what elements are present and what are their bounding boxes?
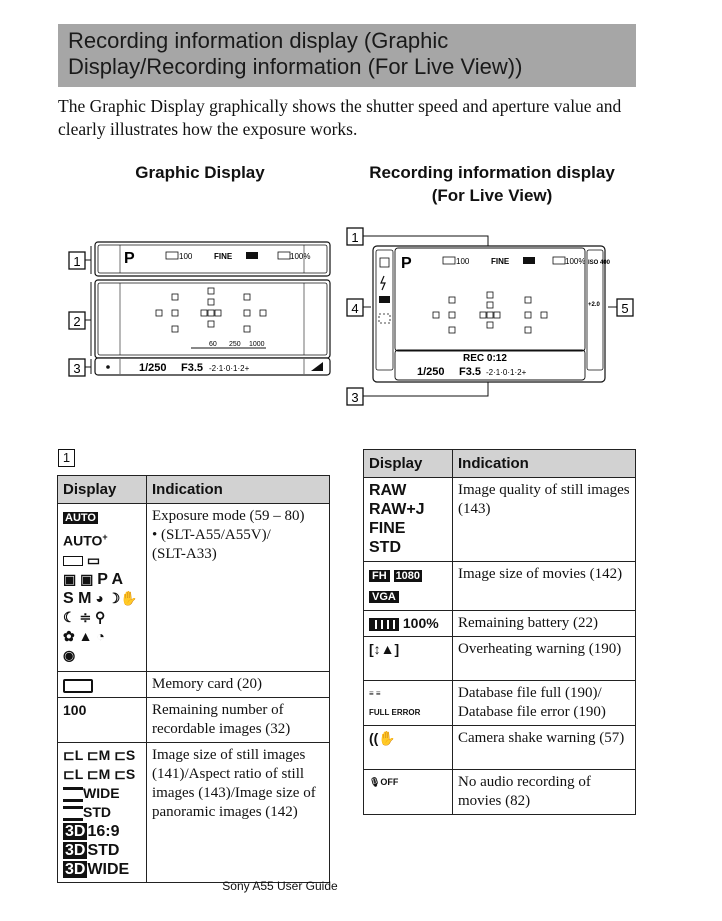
live-view-title-line2: (For Live View) bbox=[431, 186, 553, 205]
table-row bbox=[364, 478, 636, 562]
header-display: Display bbox=[364, 450, 453, 478]
callout-label: 1 bbox=[351, 230, 359, 245]
quality-label: FINE bbox=[214, 252, 233, 261]
memory-card-indication: Memory card (20) bbox=[147, 672, 330, 698]
shots-label: 100 bbox=[456, 257, 470, 266]
table-row bbox=[364, 637, 636, 681]
graphic-display-diagram bbox=[66, 238, 336, 380]
table-row bbox=[58, 743, 330, 883]
image-size-icons: ⊏L ⊏M ⊏S ⊏L ⊏M ⊏S WIDE STD 3D 16:9 3D STD 3D WIDE bbox=[58, 743, 147, 883]
header-display: Display bbox=[58, 476, 147, 504]
scale-value: 1000 bbox=[249, 341, 265, 348]
size-wide: WIDE bbox=[83, 785, 120, 801]
section-number: 1 bbox=[58, 449, 75, 467]
aperture-label: F3.5 bbox=[459, 366, 482, 378]
mode-label: P bbox=[401, 255, 412, 272]
exposure-mode-icons: AUTO AUTO+ ▭ ▣ ▣ P A S M ◕ ☽✋ ☾ ≑ ⚲ ✿ ▲ ◔ ◉ bbox=[58, 504, 147, 672]
shots-label: 100 bbox=[179, 252, 193, 261]
size-3d-169: 16:9 bbox=[87, 823, 120, 840]
live-view-title-line1: Recording information display bbox=[369, 163, 615, 182]
no-audio-indication: No audio recording of movies (82) bbox=[453, 770, 636, 815]
header-indication: Indication bbox=[453, 450, 636, 478]
quality-label: FINE bbox=[491, 257, 510, 266]
no-audio-icon: 🎙OFF bbox=[364, 770, 453, 815]
header-indication: Indication bbox=[147, 476, 330, 504]
rec-label: REC 0:12 bbox=[463, 353, 507, 364]
table-row bbox=[58, 698, 330, 743]
shake-warning-indication: Camera shake warning (57) bbox=[453, 726, 636, 770]
overheat-icon: [↕▲] bbox=[364, 637, 453, 681]
quality-icons: RAW RAW+J FINE STD bbox=[364, 478, 453, 562]
movie-size-indication: Image size of movies (142) bbox=[453, 562, 636, 611]
callout-label: 2 bbox=[73, 314, 81, 329]
callout-label: 4 bbox=[351, 301, 359, 316]
database-indication: Database file full (190)/ Database file error (190) bbox=[453, 681, 636, 726]
battery-label: 100% bbox=[565, 257, 586, 266]
shots-indication: Remaining number of recordable images (32) bbox=[147, 698, 330, 743]
shake-warning-icon: ((✋ bbox=[364, 726, 453, 770]
battery-icon: 100% bbox=[364, 611, 453, 637]
battery-indication: Remaining battery (22) bbox=[453, 611, 636, 637]
footer: Sony A55 User Guide bbox=[222, 879, 338, 893]
mode-label: P bbox=[124, 250, 135, 267]
callout-label: 5 bbox=[621, 301, 629, 316]
table-row bbox=[364, 681, 636, 726]
right-table bbox=[363, 449, 636, 815]
table-row bbox=[58, 504, 330, 672]
callout-label: 1 bbox=[73, 254, 81, 269]
table-row bbox=[58, 672, 330, 698]
callout-label: 3 bbox=[351, 390, 359, 405]
exposure-mode-indication: Exposure mode (59 – 80) • (SLT-A55/A55V)/ (SLT-A33) bbox=[147, 504, 330, 672]
size-3d-wide: WIDE bbox=[87, 861, 130, 878]
table-row bbox=[364, 611, 636, 637]
shutter-label: 1/250 bbox=[417, 366, 445, 378]
movie-size-icons: FH 1080 VGA bbox=[364, 562, 453, 611]
size-std: STD bbox=[83, 804, 111, 820]
movie-size-icon bbox=[246, 252, 258, 259]
intro-paragraph: The Graphic Display graphically shows the shutter speed and aperture value and clearly illustrates how the exposure works. bbox=[58, 96, 622, 139]
live-view-diagram bbox=[343, 226, 639, 406]
table-row bbox=[364, 562, 636, 611]
memory-card-icon bbox=[58, 672, 147, 698]
ev-scale-label: -2·1·0·1·2+ bbox=[209, 364, 250, 373]
scale-value: 60 bbox=[209, 341, 217, 348]
ev-scale-label: -2·1·0·1·2+ bbox=[486, 368, 527, 377]
left-table bbox=[57, 475, 330, 883]
section-title: Recording information display (Graphic Display/Recording information (For Live View)) bbox=[68, 28, 523, 79]
shots-display: 100 bbox=[58, 698, 147, 743]
iso-label: ISO 400 bbox=[588, 260, 611, 266]
image-size-indication: Image size of still images (141)/Aspect ratio of still images (143)/Image size of panoramic images (142) bbox=[147, 743, 330, 883]
table-row bbox=[364, 726, 636, 770]
shutter-label: 1/250 bbox=[139, 362, 167, 374]
aperture-label: F3.5 bbox=[181, 362, 204, 374]
quality-indication: Image quality of still images (143) bbox=[453, 478, 636, 562]
ev-comp-label: +2.0 bbox=[588, 302, 600, 308]
graphic-display-title: Graphic Display bbox=[135, 163, 265, 182]
overheat-indication: Overheating warning (190) bbox=[453, 637, 636, 681]
size-3d-std: STD bbox=[87, 842, 120, 859]
table-row bbox=[364, 770, 636, 815]
scale-value: 250 bbox=[229, 341, 241, 348]
callout-label: 3 bbox=[73, 361, 81, 376]
database-icons: ≡ ≡ FULL ERROR bbox=[364, 681, 453, 726]
battery-label: 100% bbox=[290, 252, 311, 261]
